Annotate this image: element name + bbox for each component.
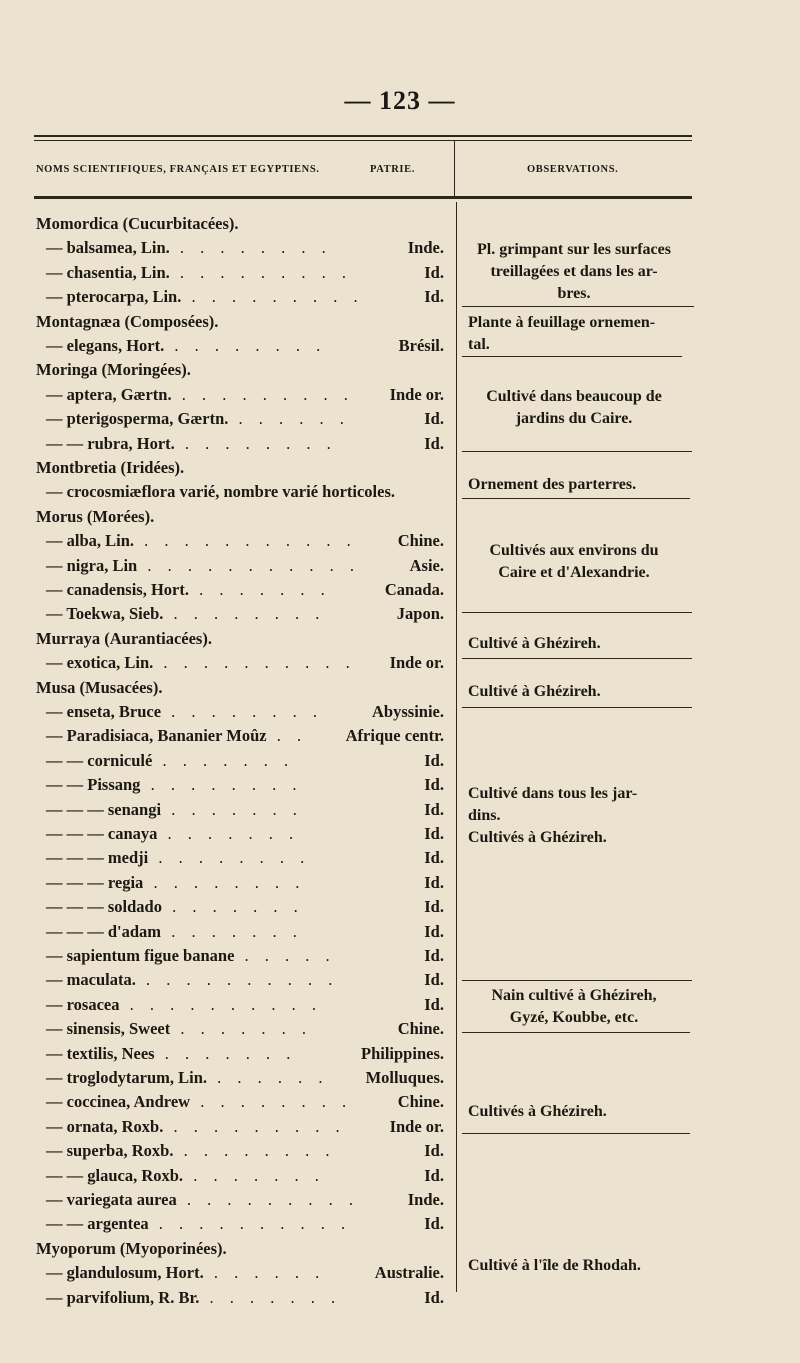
species-name: — rosacea bbox=[46, 994, 120, 1014]
table-row bbox=[46, 1068, 329, 1088]
observation-divider bbox=[462, 707, 692, 708]
table-row bbox=[46, 482, 395, 502]
country-cell: Id. bbox=[424, 287, 444, 307]
observation-divider bbox=[462, 1133, 690, 1134]
species-name: Morus (Morées). bbox=[36, 506, 155, 526]
observation-note bbox=[462, 386, 686, 430]
species-name: — exotica, Lin. bbox=[46, 653, 154, 673]
leader-dots: . . . . . . bbox=[228, 409, 350, 429]
species-name: — alba, Lin. bbox=[46, 531, 135, 551]
leader-dots: . . . . . . . . bbox=[140, 775, 303, 795]
observation-note bbox=[468, 681, 692, 703]
species-name: — — — medji bbox=[46, 848, 149, 868]
country-cell: Abyssinie. bbox=[372, 702, 444, 721]
observation-note bbox=[468, 1255, 692, 1277]
observation-line: jardins du Caire. bbox=[515, 410, 633, 427]
table-row bbox=[46, 946, 336, 966]
species-name: — canadensis, Hort. bbox=[46, 580, 190, 599]
leader-dots: . . . . . . . bbox=[161, 921, 303, 941]
leader-dots: . . . . . . . . . bbox=[163, 1116, 346, 1136]
leader-dots: . . . . . . . . bbox=[173, 1141, 336, 1161]
country-cell: Id. bbox=[424, 1141, 444, 1161]
species-name: Momordica (Cucurbitacées). bbox=[36, 214, 239, 233]
observation-line: Pl. grimpant sur les surfaces bbox=[477, 241, 671, 258]
species-name: — chasentia, Lin. bbox=[46, 262, 170, 282]
country-cell: Asie. bbox=[409, 555, 444, 575]
table-row bbox=[46, 263, 352, 283]
observation-divider bbox=[462, 451, 692, 452]
table-row bbox=[46, 531, 357, 551]
leader-dots: . . . . . . . bbox=[189, 580, 331, 599]
species-name: — aptera, Gærtn. bbox=[46, 384, 172, 404]
country-cell: Id. bbox=[424, 872, 444, 892]
leader-dots: . . bbox=[266, 726, 308, 746]
observation-line: Cultivé à Ghézireh. bbox=[468, 635, 601, 652]
leader-dots: . . . . . . . . . . . bbox=[137, 555, 360, 575]
leader-dots: . . . . . . . . bbox=[161, 702, 324, 721]
table-row bbox=[36, 214, 239, 234]
species-name: — — — senangi bbox=[46, 799, 162, 819]
observation-line: Plante à feuillage ornemen- bbox=[468, 314, 656, 331]
country-cell: Id. bbox=[424, 775, 444, 795]
species-name: — coccinea, Andrew bbox=[46, 1092, 191, 1112]
country-cell: Id. bbox=[424, 946, 444, 965]
header-top-rule bbox=[34, 135, 692, 137]
country-cell: Inde. bbox=[407, 1190, 444, 1209]
table-row bbox=[36, 678, 162, 698]
species-name: — ornata, Roxb. bbox=[46, 1116, 164, 1136]
species-name: — sapientum figue banane bbox=[46, 946, 235, 965]
leader-dots: . . . . . . bbox=[207, 1068, 329, 1087]
observation-line: treillagées et dans les ar- bbox=[490, 263, 658, 280]
header-observations: OBSERVATIONS. bbox=[527, 164, 619, 175]
table-row bbox=[46, 556, 360, 576]
leader-dots: . . . . . . . . bbox=[163, 604, 326, 624]
table-row bbox=[46, 287, 364, 307]
table-row bbox=[46, 824, 299, 844]
leader-dots: . . . . . . . bbox=[154, 1043, 297, 1063]
country-cell: Chine. bbox=[397, 531, 444, 551]
country-cell: Inde. bbox=[407, 238, 444, 258]
table-row bbox=[46, 775, 302, 795]
observation-line: Cultivés aux environs du bbox=[489, 542, 659, 559]
country-cell: Id. bbox=[424, 799, 444, 819]
table-row bbox=[46, 1092, 352, 1112]
species-name: — troglodytarum, Lin. bbox=[46, 1068, 208, 1087]
observation-line: bres. bbox=[557, 285, 591, 302]
observation-line: Cultivés à Ghézireh. bbox=[468, 1103, 607, 1120]
header-bottom-rule bbox=[34, 196, 692, 199]
leader-dots: . . . . . . bbox=[203, 1263, 326, 1283]
country-cell: Id. bbox=[424, 994, 444, 1014]
table-row bbox=[36, 312, 218, 332]
leader-dots: . . . . . . . . bbox=[190, 1092, 353, 1112]
observation-note bbox=[462, 239, 686, 305]
leader-dots: . . . . . . . . . bbox=[169, 262, 353, 282]
country-cell: Id. bbox=[424, 1165, 444, 1185]
header-country: PATRIE. bbox=[370, 164, 415, 175]
species-name: — — Pissang bbox=[46, 775, 141, 795]
country-cell: Chine. bbox=[397, 1092, 444, 1112]
species-name: — pterigosperma, Gærtn. bbox=[46, 409, 229, 429]
species-name: — sinensis, Sweet bbox=[46, 1019, 171, 1039]
observation-divider bbox=[462, 356, 682, 357]
leader-dots: . . . . . . . . . bbox=[176, 1190, 360, 1209]
leader-dots: . . . . . . . bbox=[199, 1287, 342, 1307]
leader-dots: . . . . . . . . . . bbox=[148, 1214, 352, 1234]
observation-note bbox=[468, 1101, 692, 1123]
species-name: — crocosmiæflora varié, nombre varié horticoles. bbox=[46, 482, 396, 502]
table-row bbox=[46, 995, 322, 1015]
table-row bbox=[46, 1214, 351, 1234]
leader-dots: . . . . . . . . bbox=[148, 848, 311, 868]
leader-dots: . . . . . . . . . . bbox=[153, 653, 356, 673]
table-row bbox=[36, 458, 184, 478]
observation-note bbox=[462, 985, 686, 1029]
species-name: — — — soldado bbox=[46, 897, 162, 917]
leader-dots: . . . . . . . . . . bbox=[135, 970, 339, 990]
species-name: — maculata. bbox=[46, 970, 136, 990]
table-row bbox=[46, 1044, 296, 1064]
column-divider bbox=[456, 202, 457, 1292]
table-row bbox=[46, 1117, 346, 1137]
header-top-rule-thin bbox=[34, 140, 692, 141]
leader-dots: . . . . . . . bbox=[161, 897, 304, 917]
observation-line: Ornement des parterres. bbox=[468, 476, 637, 493]
observation-divider bbox=[462, 1032, 690, 1033]
leader-dots: . . . . . . . . . bbox=[171, 384, 354, 404]
species-name: — — corniculé bbox=[46, 750, 153, 770]
leader-dots: . . . . . . . . . . bbox=[119, 994, 322, 1014]
country-cell: Chine. bbox=[397, 1019, 444, 1039]
leader-dots: . . . . . . . bbox=[170, 1019, 312, 1039]
observation-divider bbox=[462, 612, 692, 613]
species-name: — Paradisiaca, Bananier Moûz bbox=[46, 726, 267, 746]
species-name: — — argentea bbox=[46, 1214, 149, 1234]
leader-dots: . . . . . . . bbox=[183, 1165, 325, 1185]
table-row bbox=[46, 653, 356, 673]
country-cell: Id. bbox=[424, 1214, 444, 1234]
table-row bbox=[36, 629, 212, 649]
table-row bbox=[46, 726, 307, 746]
observation-line: Cultivé à l'île de Rhodah. bbox=[468, 1257, 641, 1274]
species-name: — — — canaya bbox=[46, 824, 158, 843]
page-number: — 123 — bbox=[344, 86, 456, 115]
table-row bbox=[46, 1141, 335, 1161]
table-row bbox=[46, 1166, 325, 1186]
observation-line: Cultivés à Ghézireh. bbox=[468, 829, 607, 846]
country-cell: Afrique centr. bbox=[345, 726, 444, 746]
table-row bbox=[36, 360, 191, 380]
country-cell: Japon. bbox=[396, 604, 444, 624]
species-name: — — glauca, Roxb. bbox=[46, 1165, 184, 1185]
leader-dots: . . . . . . . bbox=[161, 799, 303, 819]
country-cell: Id. bbox=[424, 897, 444, 917]
country-cell: Id. bbox=[424, 824, 444, 843]
observation-divider bbox=[462, 658, 692, 659]
observation-line: Cultivé dans beaucoup de bbox=[486, 388, 662, 405]
table-row bbox=[46, 1263, 325, 1283]
country-cell: Inde or. bbox=[389, 384, 444, 404]
species-name: — nigra, Lin bbox=[46, 555, 138, 575]
species-name: — Toekwa, Sieb. bbox=[46, 604, 164, 624]
table-row bbox=[46, 970, 338, 990]
species-name: Myoporum (Myoporinées). bbox=[36, 1238, 227, 1258]
country-cell: Id. bbox=[424, 409, 444, 429]
leader-dots: . . . . . . . . . bbox=[181, 287, 364, 307]
observation-line: dins. bbox=[468, 807, 501, 824]
species-name: — textilis, Nees bbox=[46, 1043, 155, 1063]
leader-dots: . . . . . . . . bbox=[143, 872, 306, 892]
observation-line: tal. bbox=[468, 336, 490, 353]
species-name: — variegata aurea bbox=[46, 1190, 177, 1209]
table-row bbox=[46, 897, 304, 917]
species-name: Murraya (Aurantiacées). bbox=[36, 628, 212, 648]
species-name: — pterocarpa, Lin. bbox=[46, 287, 182, 307]
table-row bbox=[46, 336, 326, 356]
observation-line: Gyzé, Koubbe, etc. bbox=[509, 1009, 639, 1026]
table-row bbox=[36, 1239, 227, 1259]
observation-line: Nain cultivé à Ghézireh, bbox=[491, 987, 657, 1004]
country-cell: Id. bbox=[424, 1287, 444, 1307]
leader-dots: . . . . . . . . bbox=[174, 433, 337, 453]
table-row bbox=[46, 751, 294, 771]
country-cell: Id. bbox=[424, 970, 444, 990]
table-row bbox=[46, 238, 332, 258]
species-name: Montbretia (Iridées). bbox=[36, 458, 185, 477]
leader-dots: . . . . . . . bbox=[152, 750, 295, 770]
observation-note bbox=[468, 783, 692, 849]
country-cell: Id. bbox=[424, 848, 444, 868]
table-row bbox=[46, 409, 350, 429]
table-row bbox=[46, 434, 337, 454]
table-row bbox=[46, 1019, 312, 1039]
country-cell: Id. bbox=[424, 921, 444, 941]
species-name: Montagnæa (Composées). bbox=[36, 311, 219, 331]
table-row bbox=[46, 922, 303, 942]
column-divider-header bbox=[454, 140, 455, 196]
observation-note bbox=[462, 540, 686, 584]
observation-note bbox=[468, 633, 692, 655]
species-name: Moringa (Moringées). bbox=[36, 360, 191, 380]
country-cell: Inde or. bbox=[389, 653, 444, 673]
observation-divider bbox=[462, 306, 694, 307]
observation-divider bbox=[462, 498, 690, 499]
table-row bbox=[46, 848, 310, 868]
species-name: Musa (Musacées). bbox=[36, 677, 163, 697]
table-row bbox=[46, 604, 325, 624]
leader-dots: . . . . . bbox=[234, 946, 336, 965]
country-cell: Canada. bbox=[384, 580, 444, 599]
country-cell: Philippines. bbox=[361, 1043, 444, 1063]
country-cell: Inde or. bbox=[389, 1116, 444, 1136]
observation-note bbox=[468, 312, 692, 356]
header-names: NOMS SCIENTIFIQUES, FRANÇAIS ET EGYPTIENS. bbox=[36, 164, 320, 175]
country-cell: Molluques. bbox=[365, 1068, 444, 1087]
observation-divider bbox=[462, 980, 692, 981]
species-name: — balsamea, Lin. bbox=[46, 238, 170, 258]
table-row bbox=[46, 702, 323, 722]
country-cell: Australie. bbox=[374, 1263, 444, 1283]
country-cell: Id. bbox=[424, 750, 444, 770]
table-row bbox=[46, 800, 303, 820]
observation-line: Cultivé dans tous les jar- bbox=[468, 785, 638, 802]
table-row bbox=[46, 873, 305, 893]
table-row bbox=[46, 385, 354, 405]
leader-dots: . . . . . . . bbox=[157, 824, 300, 843]
leader-dots: . . . . . . . . . . . bbox=[134, 531, 357, 551]
leader-dots: . . . . . . . . bbox=[164, 336, 327, 355]
country-cell: Id. bbox=[424, 433, 444, 453]
species-name: — glandulosum, Hort. bbox=[46, 1263, 204, 1283]
species-name: — — rubra, Hort. bbox=[46, 433, 175, 453]
leader-dots: . . . . . . . . bbox=[169, 238, 332, 258]
table-row bbox=[46, 1190, 359, 1210]
species-name: — enseta, Bruce bbox=[46, 702, 162, 721]
country-cell: Brésil. bbox=[398, 336, 444, 355]
species-name: — — — d'adam bbox=[46, 921, 162, 941]
country-cell: Id. bbox=[424, 262, 444, 282]
species-name: — superba, Roxb. bbox=[46, 1141, 174, 1161]
observation-line: Caire et d'Alexandrie. bbox=[498, 564, 650, 581]
table-row bbox=[36, 507, 154, 527]
species-name: — — — regia bbox=[46, 872, 144, 892]
observation-note bbox=[468, 474, 692, 496]
observation-line: Cultivé à Ghézireh. bbox=[468, 683, 601, 700]
species-name: — parvifolium, R. Br. bbox=[46, 1287, 200, 1307]
species-name: — elegans, Hort. bbox=[46, 336, 165, 355]
table-row bbox=[46, 1288, 341, 1308]
table-row bbox=[46, 580, 331, 600]
